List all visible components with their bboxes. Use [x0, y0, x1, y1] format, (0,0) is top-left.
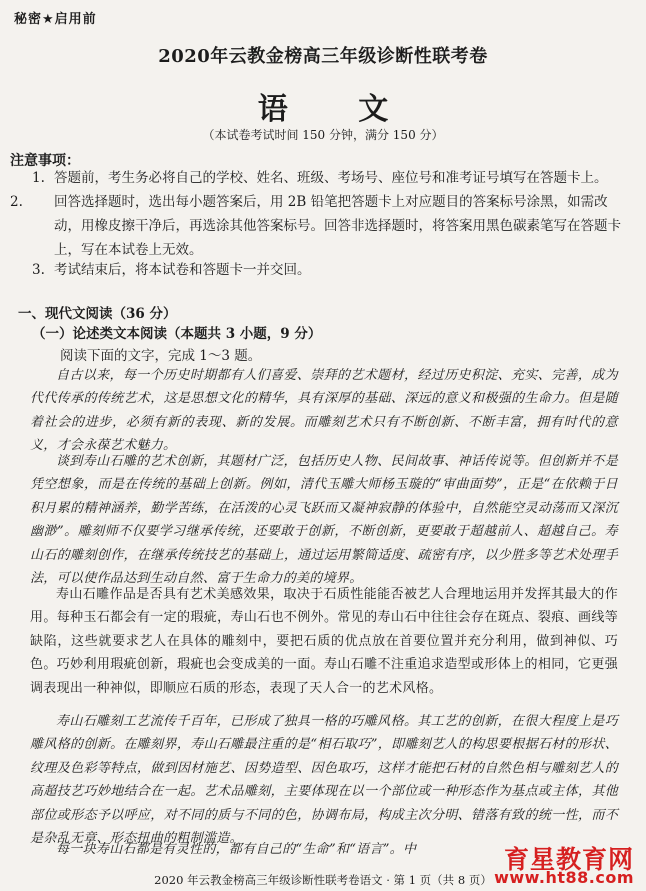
exam-title: 2020年云教金榜高三年级诊断性联考卷 [158, 46, 488, 67]
passage-paragraph: 谈到寿山石雕的艺术创新，其题材广泛，包括历史人物、民间故事、神话传说等。但创新并不是凭空想象，而是在传统的基础上创新。例如，清代玉雕大师杨玉璇的“审曲面势”，正是“在依赖于日积月累的精神涵养，勤学苦练，在活泼的心灵飞跃而又凝神寂静的体验中，自然能空灵动荡而又深沉幽渺”。雕刻师不仅要学习继承传统，还要敢于创新，不断创新，更要敢于超越前人、超越自己。寿山石的雕刻创作，在继承传统技艺的基础上，通过运用繁简适度、疏密有序，以少胜多等艺术处理手法，可以使作品达到生动自然、富于生命力的美的境界。 [30, 454, 618, 587]
passage-paragraph: 自古以来，每一个历史时期都有人们喜爱、崇拜的艺术题材，经过历史积淀、充实、完善，成为代代传承的传统艺术，这是思想文化的精华，具有深厚的基础、深远的意义和极强的生命力。但是随着社会的进步，必须有新的表现、新的发展。而雕刻艺术只有不断创新、不断丰富，拥有时代的意义，才会永葆艺术魅力。 [30, 368, 618, 454]
notice-item-number: 1. [32, 170, 45, 186]
notice-item-text: 考试结束后，将本试卷和答题卡一并交回。 [54, 262, 311, 278]
notice-item-number: 2. [10, 194, 23, 210]
section-subtitle: （一）论述类文本阅读（本题共 3 小题，9 分） [32, 326, 322, 342]
notice-item-text: 回答选择题时，选出每小题答案后，用 2B 铅笔把答题卡上对应题目的答案标号涂黑，如需改动，用橡皮擦干净后，再选涂其他答案标号。回答非选择题时，将答案用黑色碳素笔写在答题卡上，写在本试卷上无效。 [54, 194, 621, 258]
section-title: 一、现代文阅读（36 分） [18, 306, 177, 322]
notice-item-text: 答题前，考生务必将自己的学校、姓名、班级、考场号、座位号和准考证号填写在答题卡上。 [54, 170, 608, 186]
secret-mark: 秘密★启用前 [14, 12, 97, 27]
notice-item [32, 258, 628, 282]
passage-paragraph: 每一块寿山石都是有灵性的，都有自己的“生命”和“语言”。中 [56, 842, 417, 857]
passage-paragraph: 寿山石雕刻工艺流传千百年，已形成了独具一格的巧雕风格。其工艺的创新，在很大程度上是巧雕风格的创新。在雕刻界，寿山石雕最注重的是“相石取巧”，即雕刻艺人的构思要根据石材的形状、纹理及色彩等特点，做到因材施艺、因势造型、因色取巧，这样才能把石材的自然色相与雕刻艺人的高超技艺巧妙地结合在一起。艺术品雕刻，主要体现在以一个部位或一种形态作为基点或主体，其他部位或形态予以呼应，对不同的质与不同的色，协调布局，构成主次分明、错落有致的统一性，而不是杂乱无章、形态扭曲的粗制滥造。 [30, 714, 618, 847]
subject-title: 语 文 [257, 92, 419, 127]
exam-time-note: （本试卷考试时间 150 分钟，满分 150 分） [202, 128, 444, 142]
watermark-url: www.ht88.com [494, 868, 634, 887]
notice-item-number: 3. [32, 262, 45, 278]
notice-item [10, 190, 628, 262]
notice-heading: 注意事项： [10, 153, 80, 169]
passage-paragraph: 寿山石雕作品是否具有艺术美感效果，取决于石质性能能否被艺人合理地运用并发挥其最大的作用。每种玉石都会有一定的瑕疵，寿山石也不例外。常见的寿山石中往往会存在斑点、裂痕、画线等缺陷，这些就要求艺人在具体的雕刻中，要把石质的优点放在首要位置并充分利用，做到神似、巧色。巧妙利用瑕疵创新，瑕疵也会变成美的一面。寿山石雕不注重追求造型或形体上的相同，它更强调表现出一种神似，即顺应石质的形态，表现了天人合一的艺术风格。 [30, 587, 618, 696]
reading-instruction: 阅读下面的文字，完成 1～3 题。 [60, 348, 262, 364]
notice-item [32, 166, 628, 190]
watermark-logo-text: 育星教育网 [503, 845, 634, 874]
page-footer: 2020 年云教金榜高三年级诊断性联考卷语文 · 第 1 页（共 8 页） [154, 873, 492, 887]
